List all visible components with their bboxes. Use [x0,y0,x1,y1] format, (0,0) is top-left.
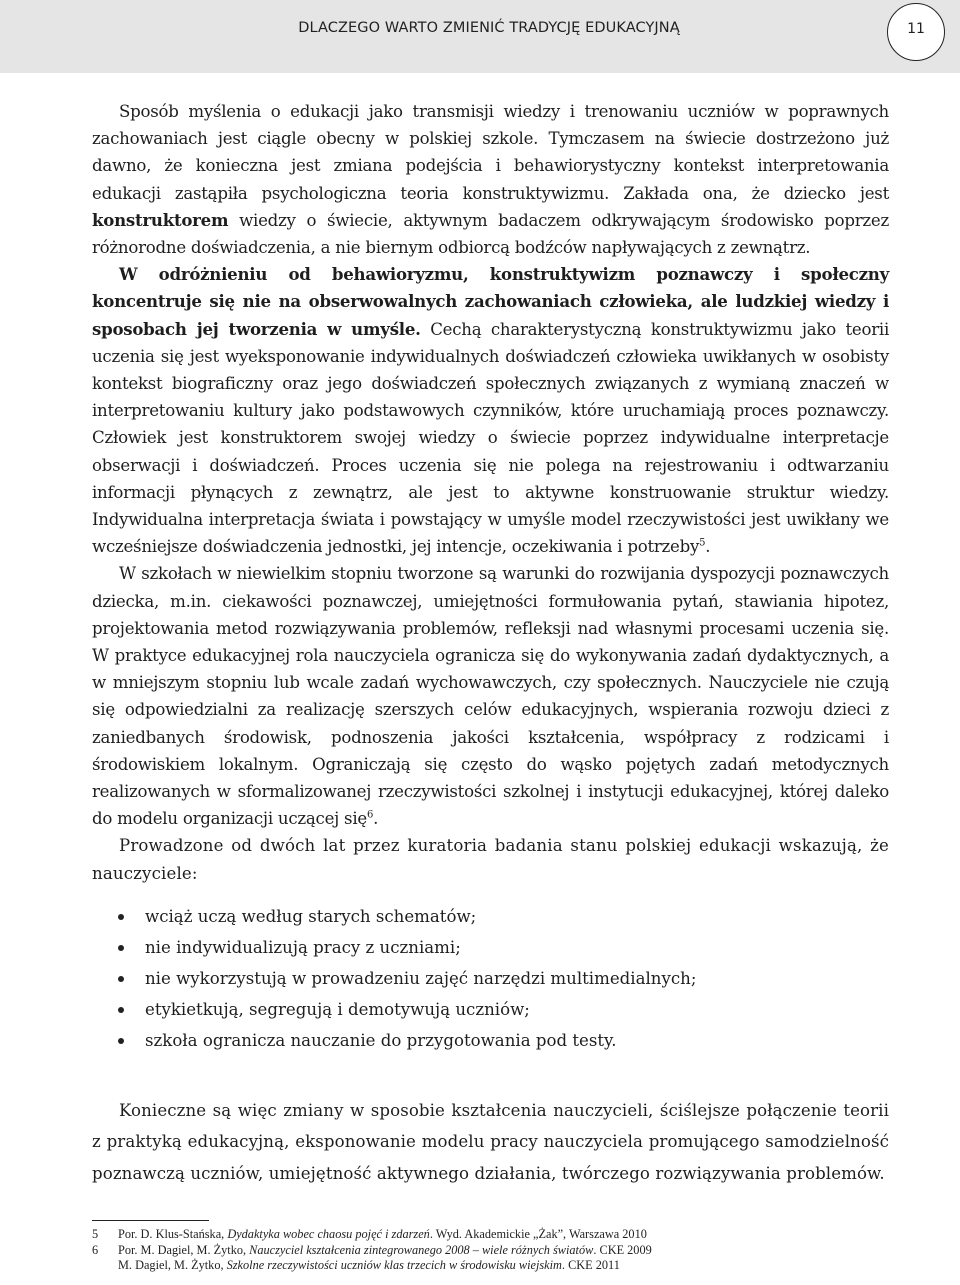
footnote-number: 6 [92,1242,99,1257]
paragraph-1-text-end: wiedzy o świecie, aktywnym badaczem odkrywającym środowisko poprzez różnorodne doświadczenia, a nie biernym odbiorcą bodźców napływających z zewnątrz. [92,210,889,258]
footnote-divider [92,1220,209,1221]
list-item-text: nie indywidualizują pracy z uczniami; [145,937,461,957]
page-number-badge [887,3,945,61]
footnote-ref-6[interactable]: 6 [366,809,374,821]
footnote-6-continued [92,1258,912,1274]
paragraph-3 [92,560,889,832]
footnote-publisher: . CKE 2011 [561,1258,620,1272]
page-number: 11 [907,21,925,37]
paragraph-2-bold: W odróżnieniu od behawioryzmu, konstruktywizm poznawczy i społeczny koncentruje się nie na obserwowalnych zachowaniach człowieka, ale ludzkiej wiedzy i sposobach jej tworzenia w umyśle. [92,264,889,339]
list-item-text: szkoła ogranicza nauczanie do przygotowania pod testy. [145,1030,617,1050]
footnote-ref-5[interactable]: 5 [699,537,706,549]
footnote-publisher: . CKE 2009 [593,1242,652,1257]
footnote-title: Dydaktyka wobec chaosu pojęć i zdarzeń [227,1227,430,1241]
paragraph-3-end: . [373,809,379,829]
findings-list [92,901,889,1056]
footnote-text [118,1258,620,1274]
list-item [92,963,889,994]
bullet-icon [118,914,124,920]
paragraph-2 [92,261,889,560]
list-item-text: etykietkują, segregują i demotywują uczniów; [145,999,530,1019]
list-item [92,932,889,963]
paragraph-1 [92,98,889,261]
footnote-6 [92,1243,912,1259]
footnote-title: Szkolne rzeczywistości uczniów klas trzecich w środowisku wiejskim [226,1258,562,1272]
footnote-number: 5 [92,1227,99,1241]
paragraph-4: Prowadzone od dwóch lat przez kuratoria badania stanu polskiej edukacji wskazują, że nauczyciele: [92,836,889,883]
footnote-author: Por. M. Dagiel, M. Żytko, [118,1242,250,1257]
footnote-author: Por. D. Klus-Stańska, [118,1227,228,1241]
list-item [92,1025,889,1056]
bullet-icon [118,1007,124,1013]
list-item-text: wciąż uczą według starych schematów; [145,906,477,926]
footnote-number [92,1258,118,1274]
running-header [0,0,960,73]
paragraph-3-text: W szkołach w niewielkim stopniu tworzone są warunki do rozwijania dyspozycji poznawczych dziecka, m.in. ciekawości poznawczej, umiejętności formułowania pytań, stawiania hipotez, projektowania metod rozwiązywania problemów, refleksji nad własnymi procesami uczenia się. W praktyce edukacyjnej rola nauczyciela ogranicza się do wykonywania zadań dydaktycznych, a w mniejszym stopniu lub wcale zadań wychowawczych, czy społecznych. Nauczyciele nie czują się odpowiedzialni za realizację szerszych celów edukacyjnych, wspierania rozwoju dzieci z zaniedbanych środowisk, podnoszenia jakości kształcenia, współpracy z rodzicami i środowiskiem lokalnym. Ograniczają się często do wąsko pojętych zadań metodycznych realizowanych w sformalizowanej rzeczywistości szkolnej i instytucji edukacyjnej, której daleko do modelu organizacji uczącej się [92,564,889,829]
bullet-icon [118,1038,124,1044]
footnote-text [118,1243,652,1259]
footnote-publisher: . Wyd. Akademickie „Żak”, Warszawa 2010 [429,1227,647,1241]
footnote-author: M. Dagiel, M. Żytko, [118,1258,227,1272]
paragraph-1-bold: konstruktorem [92,209,229,230]
paragraph-2-text: Cechą charakterystyczną konstruktywizmu jako teorii uczenia się jest wyeksponowanie indywidualnych doświadczeń człowieka uwikłanych w osobisty kontekst biograficzny oraz jego doświadczeń społecznych związanych z wymianą znaczeń w interpretowaniu kultury jako podstawowych czynników, które uruchamiają proces poznawczy. Człowiek jest konstruktorem swojej wiedzy o świecie poprzez indywidualne interpretacje obserwacji i doświadczeń. Proces uczenia się nie polega na rejestrowaniu i odtwarzaniu informacji płynących z zewnątrz, ale jest to aktywne konstruowanie struktur wiedzy. Indywidualna interpretacja świata i powstający w umyśle model rzeczywistości jest uwikłany we wcześniejsze doświadczenia jednostki, jej intencje, oczekiwania i potrzeby [92,319,889,557]
footnote-text [118,1227,647,1243]
running-header-title: DLACZEGO WARTO ZMIENIĆ TRADYCJĘ EDUKACYJNĄ [298,20,680,36]
footnotes [92,1227,912,1274]
bullet-icon [118,945,124,951]
paragraph-5: Konieczne są więc zmiany w sposobie kształcenia nauczycieli, ściślejsze połączenie teorii z praktyką edukacyjną, eksponowanie modelu pracy nauczyciela promującego samodzielność poznawczą uczniów, umiejętność aktywnego działania, twórczego rozwiązywania problemów. [92,1100,889,1183]
footnote-5 [92,1227,912,1243]
footnote-title: Nauczyciel kształcenia zintegrowanego 2008 – wiele różnych światów [249,1242,594,1257]
list-item [92,901,889,932]
list-item-text: nie wykorzystują w prowadzeniu zajęć narzędzi multimedialnych; [145,968,697,988]
body-text [92,98,889,1189]
bullet-icon [118,976,124,982]
list-item [92,994,889,1025]
paragraph-1-text: Sposób myślenia o edukacji jako transmisji wiedzy i trenowaniu uczniów w poprawnych zachowaniach jest ciągle obecny w polskiej szkole. Tymczasem na świecie dostrzeżono już dawno, że konieczna jest zmiana podejścia i behawiorystyczny kontekst interpretowania edukacji zastąpiła psychologiczna teoria konstruktywizmu. Zakłada ona, że dziecko jest [92,102,889,203]
paragraph-2-end: . [705,537,711,557]
